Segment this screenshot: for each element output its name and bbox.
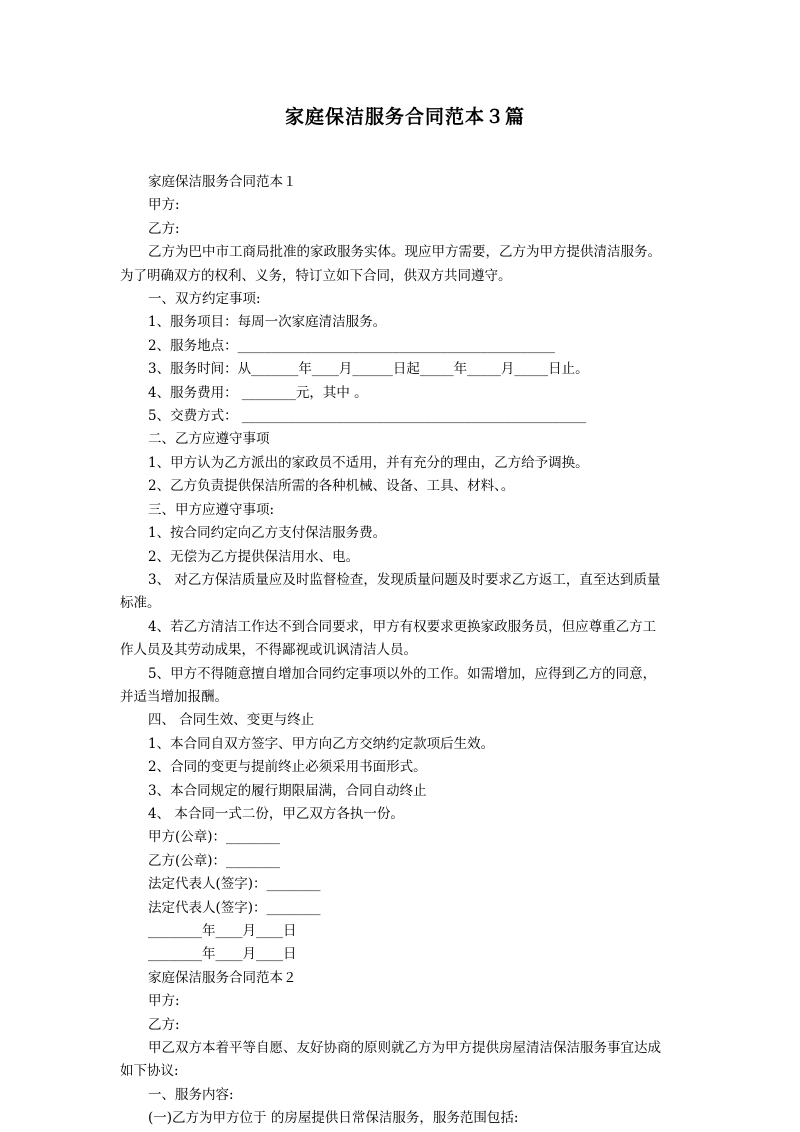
text-line: 5、交费方式： ___________________________________________________ — [148, 408, 587, 425]
text-line: 乙方为巴中市工商局批准的家政服务实体。现应甲方需要，乙方为甲方提供清洁服务。 — [148, 244, 661, 261]
text-line: 家庭保洁服务合同范本２ — [148, 969, 297, 986]
text-line: 2、合同的变更与提前终止必须采用书面形式。 — [148, 759, 427, 776]
text-line: 5、甲方不得随意擅自增加合同约定事项以外的工作。如需增加，应得到乙方的同意， — [148, 665, 657, 682]
text-line: 4、服务费用： ________元，其中 。 — [148, 384, 368, 401]
text-line: 一、双方约定事项: — [148, 291, 261, 308]
text-line: 如下协议: — [120, 1063, 179, 1080]
text-line: 2、服务地点：_______________________________________________ — [148, 337, 555, 354]
text-line: 1、按合同约定向乙方支付保洁服务费。 — [148, 525, 387, 542]
text-line: 1、服务项目：每周一次家庭清洁服务。 — [148, 314, 387, 331]
text-line: ________年____月____日 — [148, 946, 297, 963]
text-line: 甲方: — [148, 993, 180, 1010]
text-line: 1、甲方认为乙方派出的家政员不适用，并有充分的理由，乙方给予调换。 — [148, 454, 589, 471]
text-line: 一、服务内容: — [148, 1086, 234, 1103]
text-line: 甲方(公章)：________ — [148, 829, 281, 846]
text-line: 1、本合同自双方签字、甲方向乙方交纳约定款项后生效。 — [148, 735, 495, 752]
text-line: 为了明确双方的权利、义务，特订立如下合同，供双方共同遵守。 — [120, 267, 512, 284]
text-line: 4、若乙方清洁工作达不到合同要求，甲方有权要求更换家政服务员，但应尊重乙方工 — [148, 618, 657, 635]
document-body — [120, 171, 690, 1131]
document-title: 家庭保洁服务合同范本３篇 — [284, 106, 525, 128]
text-line: 作人员及其劳动成果，不得鄙视或讥讽清洁人员。 — [120, 642, 417, 659]
text-line: 4、 本合同一式二份，甲乙双方各执一份。 — [148, 805, 404, 822]
text-line: 乙方: — [148, 220, 180, 237]
text-line: 并适当增加报酬。 — [120, 688, 228, 705]
text-line: 四、 合同生效、变更与终止 — [148, 712, 315, 729]
text-line: 2、乙方负责提供保洁所需的各种机械、设备、工具、材料、。 — [148, 478, 515, 495]
text-line: 法定代表人(签字)：________ — [148, 899, 321, 916]
text-line: 标准。 — [120, 595, 161, 612]
text-line: 三、甲方应遵守事项: — [148, 501, 275, 518]
text-line: 二、乙方应遵守事项 — [148, 431, 270, 448]
text-line: 3、服务时间：从_______年____月______日起_____年_____月_____日止。 — [148, 361, 589, 378]
text-line: 3、本合同规定的履行期限届满，合同自动终止 — [148, 782, 427, 799]
text-line: 甲乙双方本着平等自愿、友好协商的原则就乙方为甲方提供房屋清洁保洁服务事宜达成 — [148, 1040, 661, 1057]
text-line: 甲方: — [148, 197, 180, 214]
text-line: 乙方: — [148, 1016, 180, 1033]
text-line: 家庭保洁服务合同范本１ — [148, 174, 297, 190]
text-line: 法定代表人(签字)：________ — [148, 876, 321, 893]
text-line: (一)乙方为甲方位于 的房屋提供日常保洁服务，服务范围包括: — [148, 1110, 519, 1127]
text-line: 2、无偿为乙方提供保洁用水、电。 — [148, 548, 360, 565]
text-line: 乙方(公章)：________ — [148, 852, 281, 869]
text-line: ________年____月____日 — [148, 923, 297, 939]
text-line: 3、 对乙方保洁质量应及时监督检查，发现质量问题及时要求乙方返工，直至达到质量 — [148, 571, 661, 588]
